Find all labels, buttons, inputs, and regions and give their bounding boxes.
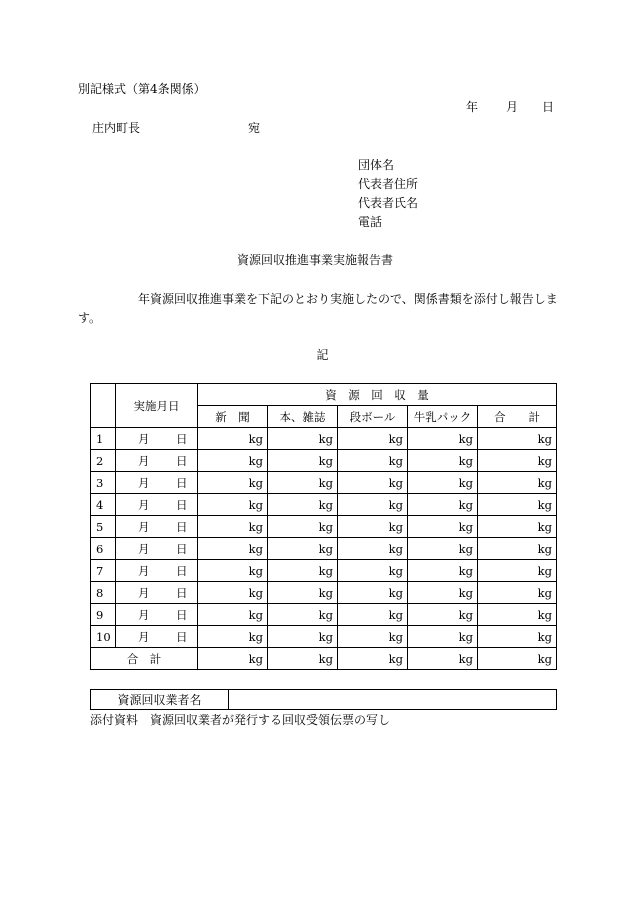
- document-title: 資源回収推進事業実施報告書: [236, 253, 393, 267]
- row-newspaper-kg[interactable]: kg: [198, 582, 268, 604]
- vendor-label: 資源回収業者名: [91, 690, 229, 710]
- row-books-kg[interactable]: kg: [268, 560, 338, 582]
- row-books-kg[interactable]: kg: [268, 626, 338, 648]
- row-day: 日: [176, 519, 188, 534]
- row-month: 月: [138, 607, 150, 622]
- row-milk-kg[interactable]: kg: [408, 494, 478, 516]
- row-day: 日: [176, 453, 188, 468]
- table-row: [91, 494, 557, 516]
- header-blank: [91, 384, 116, 428]
- row-newspaper-kg[interactable]: kg: [198, 626, 268, 648]
- row-newspaper-kg[interactable]: kg: [198, 472, 268, 494]
- row-day: 日: [176, 497, 188, 512]
- row-books-kg[interactable]: kg: [268, 538, 338, 560]
- row-date[interactable]: [116, 428, 198, 450]
- table-row: [91, 626, 557, 648]
- row-books-kg[interactable]: kg: [268, 472, 338, 494]
- row-total-kg[interactable]: kg: [478, 428, 557, 450]
- row-newspaper-kg[interactable]: kg: [198, 604, 268, 626]
- body-text-line2: す。: [78, 311, 102, 325]
- row-newspaper-kg[interactable]: kg: [198, 428, 268, 450]
- row-milk-kg[interactable]: kg: [408, 560, 478, 582]
- header-date: 実施月日: [116, 384, 198, 428]
- row-newspaper-kg[interactable]: kg: [198, 516, 268, 538]
- row-cardboard-kg[interactable]: kg: [338, 428, 408, 450]
- field-rep-address: 代表者住所: [358, 177, 419, 191]
- ki-heading: 記: [316, 348, 329, 362]
- table-row: [91, 538, 557, 560]
- row-number: 7: [91, 560, 116, 582]
- table-row: [91, 582, 557, 604]
- row-number: 8: [91, 582, 116, 604]
- row-number: 9: [91, 604, 116, 626]
- row-cardboard-kg[interactable]: kg: [338, 516, 408, 538]
- total-books-kg: kg: [268, 648, 338, 670]
- row-number: 10: [91, 626, 116, 648]
- row-month: 月: [138, 585, 150, 600]
- vendor-name-field[interactable]: [229, 690, 557, 710]
- row-month: 月: [138, 497, 150, 512]
- header-milk-carton: 牛乳パック: [408, 406, 478, 428]
- date-month: 月: [506, 100, 519, 114]
- total-label: 合 計: [91, 648, 198, 670]
- row-milk-kg[interactable]: kg: [408, 604, 478, 626]
- row-total-kg[interactable]: kg: [478, 560, 557, 582]
- field-phone: 電話: [358, 215, 383, 229]
- row-month: 月: [138, 629, 150, 644]
- row-newspaper-kg[interactable]: kg: [198, 560, 268, 582]
- row-cardboard-kg[interactable]: kg: [338, 538, 408, 560]
- row-books-kg[interactable]: kg: [268, 604, 338, 626]
- row-milk-kg[interactable]: kg: [408, 428, 478, 450]
- row-date[interactable]: [116, 516, 198, 538]
- table-row: [91, 472, 557, 494]
- row-day: 日: [176, 607, 188, 622]
- row-number: 2: [91, 450, 116, 472]
- row-cardboard-kg[interactable]: kg: [338, 626, 408, 648]
- row-month: 月: [138, 453, 150, 468]
- row-total-kg[interactable]: kg: [478, 516, 557, 538]
- row-newspaper-kg[interactable]: kg: [198, 494, 268, 516]
- addressee-suffix: 宛: [248, 121, 261, 135]
- total-total-kg: kg: [478, 648, 557, 670]
- attachment-note: 添付資料 資源回収業者が発行する回収受領伝票の写し: [90, 713, 391, 727]
- total-milk-kg: kg: [408, 648, 478, 670]
- row-date[interactable]: [116, 626, 198, 648]
- row-date[interactable]: [116, 560, 198, 582]
- row-books-kg[interactable]: kg: [268, 450, 338, 472]
- row-newspaper-kg[interactable]: kg: [198, 450, 268, 472]
- row-date[interactable]: [116, 472, 198, 494]
- row-total-kg[interactable]: kg: [478, 582, 557, 604]
- row-total-kg[interactable]: kg: [478, 626, 557, 648]
- row-newspaper-kg[interactable]: kg: [198, 538, 268, 560]
- row-total-kg[interactable]: kg: [478, 472, 557, 494]
- row-books-kg[interactable]: kg: [268, 516, 338, 538]
- row-total-kg[interactable]: kg: [478, 604, 557, 626]
- addressee-name: 庄内町長: [92, 121, 141, 135]
- row-milk-kg[interactable]: kg: [408, 450, 478, 472]
- row-day: 日: [176, 431, 188, 446]
- row-total-kg[interactable]: kg: [478, 450, 557, 472]
- row-milk-kg[interactable]: kg: [408, 538, 478, 560]
- row-date[interactable]: [116, 450, 198, 472]
- row-month: 月: [138, 475, 150, 490]
- row-date[interactable]: [116, 494, 198, 516]
- vendor-table: [90, 689, 557, 710]
- row-cardboard-kg[interactable]: kg: [338, 450, 408, 472]
- row-month: 月: [138, 563, 150, 578]
- row-milk-kg[interactable]: kg: [408, 516, 478, 538]
- header-cardboard: 段ボール: [338, 406, 408, 428]
- date-year: 年: [466, 100, 479, 114]
- date-day: 日: [542, 100, 555, 114]
- total-cardboard-kg: kg: [338, 648, 408, 670]
- table-row: [91, 604, 557, 626]
- row-milk-kg[interactable]: kg: [408, 472, 478, 494]
- row-books-kg[interactable]: kg: [268, 582, 338, 604]
- row-month: 月: [138, 519, 150, 534]
- header-newspaper: 新 聞: [198, 406, 268, 428]
- header-group: 資 源 回 収 量: [198, 384, 557, 406]
- row-number: 3: [91, 472, 116, 494]
- table-row: [91, 428, 557, 450]
- row-cardboard-kg[interactable]: kg: [338, 560, 408, 582]
- form-label: 別記様式（第4条関係）: [78, 82, 206, 96]
- row-date[interactable]: [116, 582, 198, 604]
- body-text-line1: 年資源回収推進事業を下記のとおり実施したので、関係書類を添付し報告しま: [138, 292, 558, 306]
- row-cardboard-kg[interactable]: kg: [338, 604, 408, 626]
- row-day: 日: [176, 629, 188, 644]
- row-cardboard-kg[interactable]: kg: [338, 472, 408, 494]
- row-date[interactable]: [116, 604, 198, 626]
- row-number: 4: [91, 494, 116, 516]
- field-group-name: 団体名: [358, 158, 395, 172]
- row-total-kg[interactable]: kg: [478, 538, 557, 560]
- row-day: 日: [176, 541, 188, 556]
- row-number: 1: [91, 428, 116, 450]
- row-day: 日: [176, 563, 188, 578]
- collection-table: [90, 383, 557, 670]
- field-rep-name: 代表者氏名: [358, 196, 419, 210]
- table-row: [91, 450, 557, 472]
- row-milk-kg[interactable]: kg: [408, 626, 478, 648]
- row-number: 6: [91, 538, 116, 560]
- row-milk-kg[interactable]: kg: [408, 582, 478, 604]
- row-day: 日: [176, 585, 188, 600]
- row-books-kg[interactable]: kg: [268, 494, 338, 516]
- header-total: 合 計: [478, 406, 557, 428]
- row-number: 5: [91, 516, 116, 538]
- row-date[interactable]: [116, 538, 198, 560]
- table-row: [91, 516, 557, 538]
- table-row: [91, 560, 557, 582]
- row-month: 月: [138, 431, 150, 446]
- row-day: 日: [176, 475, 188, 490]
- row-books-kg[interactable]: kg: [268, 428, 338, 450]
- row-cardboard-kg[interactable]: kg: [338, 582, 408, 604]
- header-books: 本、雑誌: [268, 406, 338, 428]
- row-month: 月: [138, 541, 150, 556]
- row-total-kg[interactable]: kg: [478, 494, 557, 516]
- total-newspaper-kg: kg: [198, 648, 268, 670]
- row-cardboard-kg[interactable]: kg: [338, 494, 408, 516]
